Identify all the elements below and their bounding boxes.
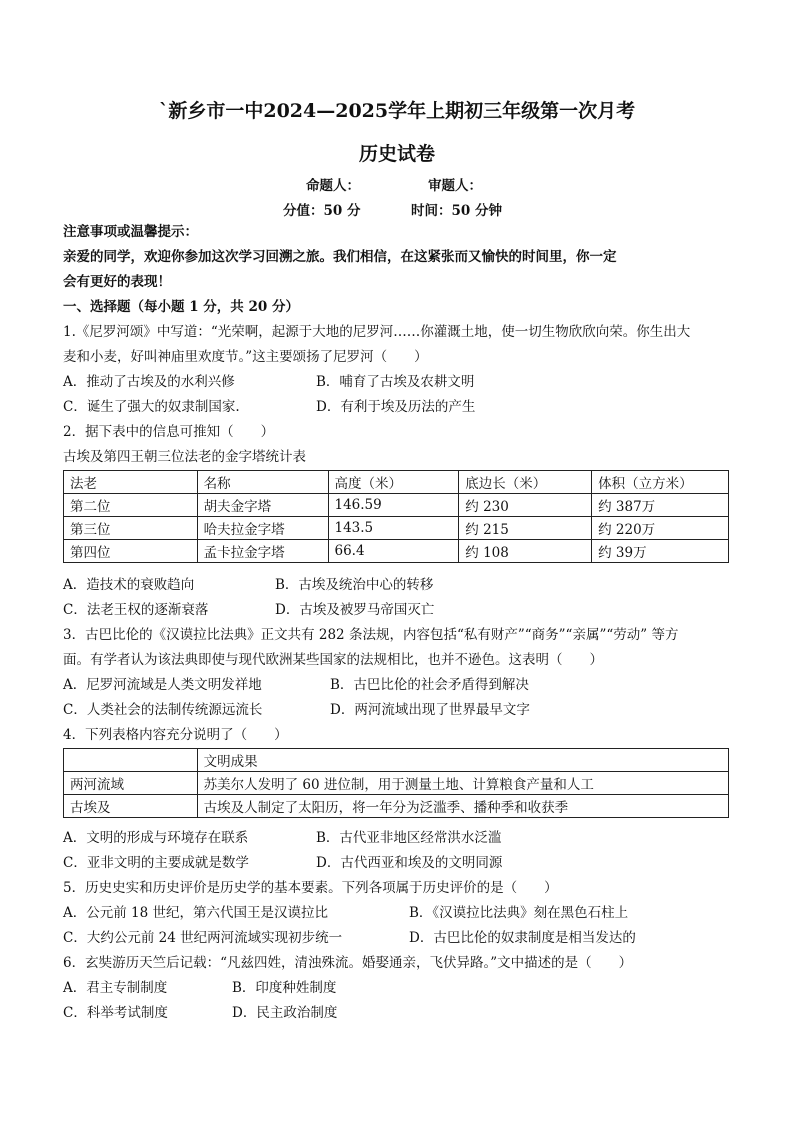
- score-label: 分值：50 分: [283, 203, 361, 219]
- q5-option-b: B．《汉谟拉比法典》刻在黑色石柱上: [409, 905, 629, 921]
- table-cell: 胡夫金字塔: [197, 494, 328, 517]
- q3-stem-line-1: 3．古巴比伦的《汉谟拉比法典》正文共有 282 条法规，内容包括“私有财产”“商务”“亲属”“劳动” 等方: [63, 627, 679, 643]
- table-cell: 约 39万: [592, 540, 729, 563]
- q2-option-b: B．古埃及统治中心的转移: [275, 577, 434, 593]
- notice-line-2: 会有更好的表现！: [63, 274, 171, 290]
- q4-stem: 4．下列表格内容充分说明了（ ）: [63, 727, 288, 743]
- q3-option-a: A．尼罗河流域是人类文明发祥地: [63, 677, 262, 693]
- q1-stem-line-1: 1.《尼罗河颂》中写道：“光荣啊，起源于大地的尼罗河……你灌溉土地，使一切生物欣欣向荣。你生出大: [63, 324, 691, 340]
- q6-option-a: A．君主专制制度: [63, 980, 168, 996]
- table-cell: 约 230: [459, 494, 592, 517]
- q2-option-a: A．造技术的衰败趋向: [63, 577, 195, 593]
- table-header-cell: 底边长（米）: [459, 471, 592, 494]
- table-cell: 第四位: [64, 540, 198, 563]
- time-label: 时间：50 分钟: [411, 203, 502, 219]
- table-cell: 约 220万: [592, 517, 729, 540]
- table-header-cell: [64, 749, 198, 772]
- table-header-cell: 高度（米）: [328, 471, 459, 494]
- section-heading: 一、选择题（每小题 1 分，共 20 分）: [63, 299, 299, 315]
- pyramid-table: [63, 470, 729, 563]
- q1-option-a: A．推动了古埃及的水利兴修: [63, 374, 235, 390]
- table-row: [64, 795, 729, 818]
- table-row: [64, 772, 729, 795]
- table-cell: 约 387万: [592, 494, 729, 517]
- q3-option-c: C．人类社会的法制传统源远流长: [63, 702, 263, 718]
- table-header-cell: 文明成果: [197, 749, 728, 772]
- table-row: [64, 494, 729, 517]
- table-cell: 哈夫拉金字塔: [197, 517, 328, 540]
- exam-subtitle: 历史试卷: [358, 143, 435, 165]
- q5-option-a: A．公元前 18 世纪，第六代国王是汉谟拉比: [63, 905, 329, 921]
- reviewer-label: 审题人：: [428, 178, 482, 194]
- table-header-row: [64, 749, 729, 772]
- table-cell: 约 108: [459, 540, 592, 563]
- table-cell: 第二位: [64, 494, 198, 517]
- q1-option-b: B．哺育了古埃及农耕文明: [316, 374, 475, 390]
- q6-option-b: B．印度种姓制度: [232, 980, 337, 996]
- q3-option-b: B．古巴比伦的社会矛盾得到解决: [330, 677, 529, 693]
- table-cell: 苏美尔人发明了 60 进位制，用于测量土地、计算粮食产量和人工: [197, 772, 728, 795]
- q1-option-d: D．有利于埃及历法的产生: [316, 399, 476, 415]
- q1-option-c: C．诞生了强大的奴隶制国家.: [63, 399, 240, 415]
- q4-option-a: A．文明的形成与环境存在联系: [63, 830, 249, 846]
- q2-stem: 2．据下表中的信息可推知（ ）: [63, 424, 275, 440]
- q6-option-c: C．科举考试制度: [63, 1005, 168, 1021]
- q6-option-d: D．民主政治制度: [232, 1005, 338, 1021]
- table-row: [64, 517, 729, 540]
- table-header-row: [64, 471, 729, 494]
- q2-table-caption: 古埃及第四王朝三位法老的金字塔统计表: [63, 449, 306, 465]
- table-cell: 古埃及: [64, 795, 198, 818]
- notice-line-1: 亲爱的同学，欢迎你参加这次学习回溯之旅。我们相信，在这紧张而又愉快的时间里，你一定: [63, 249, 617, 265]
- table-header-cell: 法老: [64, 471, 198, 494]
- table-cell: 第三位: [64, 517, 198, 540]
- q4-option-b: B．古代亚非地区经常洪水泛滥: [316, 830, 502, 846]
- q5-stem: 5．历史史实和历史评价是历史学的基本要素。下列各项属于历史评价的是（ ）: [63, 880, 558, 896]
- table-cell: 古埃及人制定了太阳历，将一年分为泛滥季、播种季和收获季: [197, 795, 728, 818]
- civilization-table: [63, 748, 729, 818]
- exam-title: `新乡市一中2024—2025学年上期初三年级第一次月考: [158, 100, 636, 122]
- table-cell: 66.4: [328, 540, 459, 563]
- q3-stem-line-2: 面。有学者认为该法典即使与现代欧洲某些国家的法规相比，也并不逊色。这表明（ ）: [63, 652, 603, 668]
- table-row: [64, 540, 729, 563]
- q3-option-d: D．两河流域出现了世界最早文字: [330, 702, 530, 718]
- table-cell: 143.5: [328, 517, 459, 540]
- table-header-cell: 名称: [197, 471, 328, 494]
- table-cell: 孟卡拉金字塔: [197, 540, 328, 563]
- table-header-cell: 体积（立方米）: [592, 471, 729, 494]
- table-cell: 约 215: [459, 517, 592, 540]
- q4-option-d: D．古代西亚和埃及的文明同源: [316, 855, 503, 871]
- q2-option-d: D．古埃及被罗马帝国灭亡: [275, 602, 435, 618]
- q5-option-d: D．古巴比伦的奴隶制度是相当发达的: [409, 930, 636, 946]
- setter-label: 命题人：: [306, 178, 360, 194]
- q4-option-c: C．亚非文明的主要成就是数学: [63, 855, 249, 871]
- q2-option-c: C．法老王权的逐渐衰落: [63, 602, 209, 618]
- q5-option-c: C．大约公元前 24 世纪两河流域实现初步统一: [63, 930, 343, 946]
- notice-heading: 注意事项或温馨提示：: [63, 224, 198, 240]
- table-cell: 146.59: [328, 494, 459, 517]
- q6-stem: 6．玄奘游历天竺后记载：“凡兹四姓，清浊殊流。婚娶通亲，飞伏异路。”文中描述的是（ ）: [63, 955, 633, 971]
- table-cell: 两河流域: [64, 772, 198, 795]
- q1-stem-line-2: 麦和小麦，好叫神庙里欢度节。”这主要颂扬了尼罗河（ ）: [63, 349, 428, 365]
